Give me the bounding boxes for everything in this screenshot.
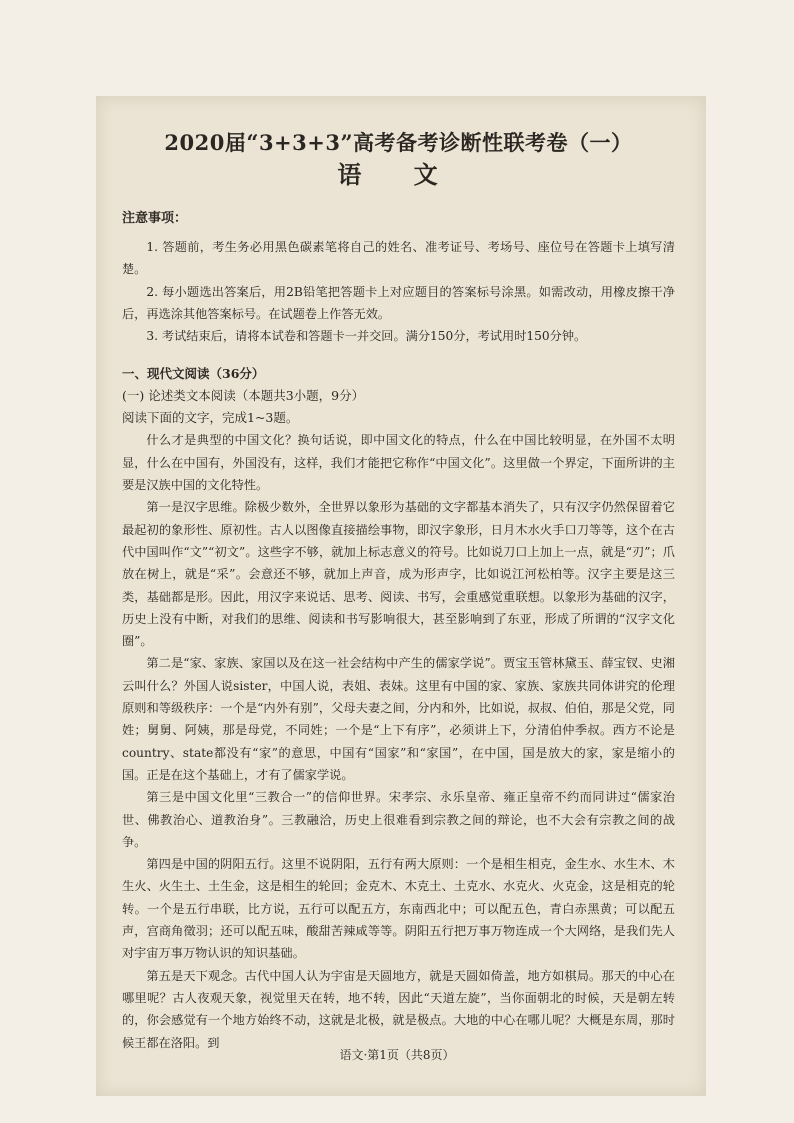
section-subheading: (一) 论述类文本阅读（本题共3小题，9分） bbox=[122, 388, 365, 404]
subject-title: 语 文 bbox=[337, 160, 460, 189]
notice-item: 1. 答题前，考生务必用黑色碳素笔将自己的姓名、准考证号、考场号、座位号在答题卡上填写清楚。 bbox=[122, 240, 675, 277]
passage-paragraph: 第五是天下观念。古代中国人认为宇宙是天圆地方，就是天圆如倚盖，地方如棋局。那天的中心在哪里呢？古人夜观天象，视觉里天在转，地不转，因此“天道左旋”，当你面朝北的时候，天是朝左转的，你会感觉有一个地方始终不动，这就是北极，就是极点。大地的中心在哪儿呢？大概是东周，那时候王都在洛阳。到 bbox=[122, 968, 675, 1050]
notice-item: 3. 考试结束后，请将本试卷和答题卡一并交回。满分150分，考试用时150分钟。 bbox=[146, 329, 587, 344]
page-footer: 语文·第1页（共8页） bbox=[339, 1048, 455, 1062]
passage-paragraph: 第二是“家、家族、家国以及在这一社会结构中产生的儒家学说”。贾宝玉管林黛玉、薛宝钗、史湘云叫什么？外国人说sister，中国人说，表姐、表妹。这里有中国的家、家族、家族共同体讲究的伦理原则和等级秩序：一个是“内外有别”，父母夫妻之间，分内和外，比如说，叔叔、伯伯，那是父党，同姓；舅舅、阿姨，那是母党，不同姓；一个是“上下有序”，必须讲上下，分清伯仲季叔。西方不论是country、state都没有“家”的意思，中国有“国家”和“家国”，在中国，国是放大的家，家是缩小的国。正是在这个基础上，才有了儒家学说。 bbox=[122, 656, 675, 782]
passage-paragraph: 什么才是典型的中国文化？换句话说，即中国文化的特点，什么在中国比较明显，在外国不太明显，什么在中国有，外国没有，这样，我们才能把它称作“中国文化”。这里做一个界定，下面所讲的主要是汉族中国的文化特性。 bbox=[122, 433, 675, 493]
notice-item: 2. 每小题选出答案后，用2B铅笔把答题卡上对应题目的答案标号涂黑。如需改动，用橡皮擦干净后，再选涂其他答案标号。在试题卷上作答无效。 bbox=[122, 284, 675, 321]
section-heading: 一、现代文阅读（36分） bbox=[122, 366, 265, 382]
exam-title: 2020届“3+3+3”高考备考诊断性联考卷（一） bbox=[164, 130, 633, 155]
reading-passage bbox=[122, 429, 675, 1053]
notice-heading: 注意事项： bbox=[122, 211, 188, 226]
passage-paragraph: 第一是汉字思维。除极少数外，全世界以象形为基础的文字都基本消失了，只有汉字仍然保留着它最起初的象形性、原初性。古人以图像直接描绘事物，即汉字象形，日月木水火手口刀等等，这个在古代中国叫作“文”“初文”。这些字不够，就加上标志意义的符号。比如说刀口上加上一点，就是“刃”；爪放在树上，就是“采”。会意还不够，就加上声音，成为形声字，比如说江河松柏等。汉字主要是这三类，基础都是形。因此，用汉字来说话、思考、阅读、书写，会重感觉重联想。以象形为基础的汉字，历史上没有中断，对我们的思维、阅读和书写影响很大，甚至影响到了东亚，形成了所谓的“汉字文化圈”。 bbox=[122, 500, 675, 649]
exam-page bbox=[122, 128, 675, 1054]
passage-paragraph: 第四是中国的阴阳五行。这里不说阴阳，五行有两大原则：一个是相生相克，金生水、水生木、木生火、火生土、土生金，这是相生的轮回；金克木、木克土、土克水、水克火、火克金，这是相克的轮转。一个是五行串联，比方说，五行可以配五方，东南西北中；可以配五色，青白赤黑黄；可以配五声，宫商角徵羽；还可以配五味，酸甜苦辣咸等等。阴阳五行把万事万物连成一个大网络，是我们先人对宇宙万事万物认识的知识基础。 bbox=[122, 857, 675, 961]
section-instruction: 阅读下面的文字，完成1~3题。 bbox=[122, 410, 299, 426]
notice-block bbox=[122, 208, 675, 347]
passage-paragraph: 第三是中国文化里“三教合一”的信仰世界。宋孝宗、永乐皇帝、雍正皇帝不约而同讲过“儒家治世、佛教治心、道教治身”。三教融洽，历史上很难看到宗教之间的辩论，也不大会有宗教之间的战争。 bbox=[122, 790, 675, 849]
